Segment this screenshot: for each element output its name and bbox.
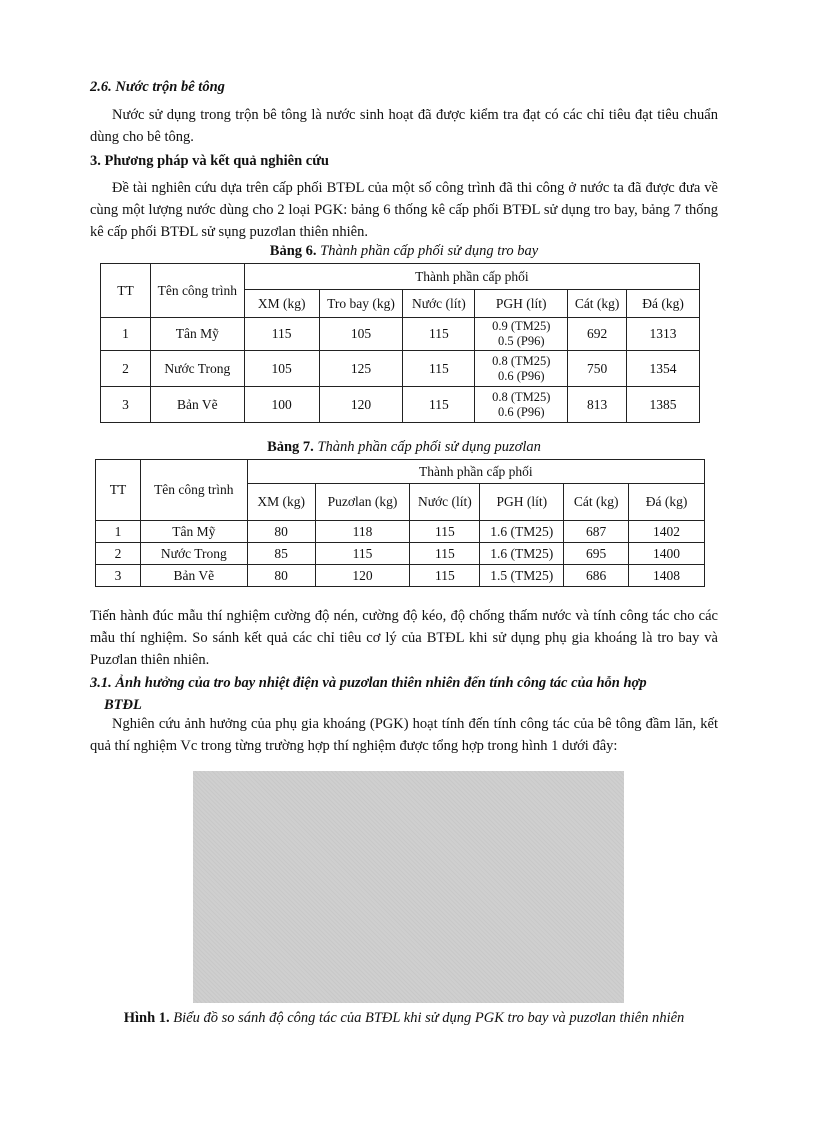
cell-additive: 118 bbox=[315, 521, 410, 543]
table-7-caption bbox=[90, 439, 718, 456]
table-7 bbox=[95, 459, 705, 587]
cell-additive: 120 bbox=[319, 387, 403, 423]
table-6-caption-text: Thành phần cấp phối sử dụng tro bay bbox=[320, 243, 539, 259]
cell-water: 115 bbox=[410, 543, 480, 565]
cell-xm: 80 bbox=[247, 521, 315, 543]
cell-name: Tân Mỹ bbox=[140, 521, 247, 543]
cell-water: 115 bbox=[403, 318, 475, 351]
table-7-header-group: Thành phần cấp phối bbox=[247, 460, 704, 484]
section-2-6-heading: 2.6. Nước trộn bê tông bbox=[90, 79, 225, 95]
section-3-1-heading-line1: 3.1. Ảnh hưởng của tro bay nhiệt điện và puzơlan thiên nhiên đến tính công tác của hỗn hợp bbox=[90, 675, 647, 691]
cell-pgh-line: 0.9 (TM25) bbox=[492, 319, 551, 333]
cell-pgh-line: 0.8 (TM25) bbox=[492, 389, 551, 404]
table-7-col-header: PGH (lít) bbox=[480, 484, 564, 521]
cell-sand: 813 bbox=[568, 387, 627, 423]
cell-additive: 120 bbox=[315, 565, 410, 587]
cell-name: Nước Trong bbox=[140, 543, 247, 565]
cell-pgh-line: 0.6 (P96) bbox=[497, 404, 545, 419]
table-6-header-row-1 bbox=[101, 264, 700, 290]
figure-1-caption-label: Hình 1. bbox=[123, 1010, 170, 1026]
section-3-1-paragraph: Nghiên cứu ảnh hưởng của phụ gia khoáng (PGK) hoạt tính đến tính công tác của bê tông đầm lăn, kết quả thí nghiệm Vc trong từng trường hợp thí nghiệm được tổng hợp trong hình 1 dưới đây: bbox=[90, 716, 718, 754]
table-6-col-header: Cát (kg) bbox=[568, 290, 627, 318]
cell-pgh-line: 0.5 (P96) bbox=[497, 334, 545, 348]
table-row bbox=[101, 351, 700, 387]
table-6-col-header: XM (kg) bbox=[244, 290, 319, 318]
cell-pgh-line: 0.6 (P96) bbox=[497, 368, 545, 383]
cell-xm: 105 bbox=[244, 351, 319, 387]
figure-1-caption bbox=[70, 1010, 738, 1027]
cell-pgh: 1.6 (TM25) bbox=[480, 543, 564, 565]
cell-xm: 100 bbox=[244, 387, 319, 423]
cell-pgh-line: 0.8 (TM25) bbox=[492, 353, 551, 368]
table-7-col-header: Cát (kg) bbox=[564, 484, 629, 521]
table-7-col-header: Nước (lít) bbox=[410, 484, 480, 521]
section-3-1-heading bbox=[90, 672, 718, 716]
table-7-col-header: Đá (kg) bbox=[629, 484, 705, 521]
cell-pgh bbox=[475, 351, 568, 387]
cell-stone: 1354 bbox=[627, 351, 700, 387]
table-7-header-name: Tên công trình bbox=[140, 460, 247, 521]
cell-water: 115 bbox=[410, 521, 480, 543]
table-6-col-header: PGH (lít) bbox=[475, 290, 568, 318]
table-7-caption-label: Bảng 7. bbox=[267, 439, 314, 455]
cell-stone: 1400 bbox=[629, 543, 705, 565]
table-6-caption-label: Bảng 6. bbox=[269, 243, 317, 259]
cell-sand: 695 bbox=[564, 543, 629, 565]
cell-additive: 125 bbox=[319, 351, 403, 387]
cell-water: 115 bbox=[410, 565, 480, 587]
table-6-col-header: Tro bay (kg) bbox=[319, 290, 403, 318]
table-6-header-name: Tên công trình bbox=[150, 264, 244, 318]
cell-sand: 687 bbox=[564, 521, 629, 543]
cell-sand: 686 bbox=[564, 565, 629, 587]
cell-name: Nước Trong bbox=[150, 351, 244, 387]
cell-pgh: 1.6 (TM25) bbox=[480, 521, 564, 543]
table-6-header-tt: TT bbox=[101, 264, 151, 318]
table-6-header-group: Thành phần cấp phối bbox=[244, 264, 699, 290]
cell-stone: 1385 bbox=[627, 387, 700, 423]
cell-tt: 1 bbox=[96, 521, 141, 543]
cell-tt: 1 bbox=[101, 318, 151, 351]
table-row bbox=[101, 318, 700, 351]
after-tables-paragraph: Tiến hành đúc mẫu thí nghiệm cường độ nén, cường độ kéo, độ chống thấm nước và tính công tác cho các mẫu thí nghiệm. So sánh kết quả các chỉ tiêu cơ lý của BTĐL khi sử dụng phụ gia khoáng là tro bay và Puzơlan thiên nhiên. bbox=[90, 608, 718, 668]
figure-1-caption-text: Biểu đồ so sánh độ công tác của BTĐL khi sử dụng PGK tro bay và puzơlan thiên nhiên bbox=[173, 1010, 685, 1026]
cell-xm: 85 bbox=[247, 543, 315, 565]
cell-tt: 3 bbox=[96, 565, 141, 587]
section-2-6-paragraph: Nước sử dụng trong trộn bê tông là nước sinh hoạt đã được kiểm tra đạt có các chỉ tiêu đạt tiêu chuẩn dùng cho bê tông. bbox=[90, 107, 718, 145]
cell-name: Tân Mỹ bbox=[150, 318, 244, 351]
cell-sand: 692 bbox=[568, 318, 627, 351]
cell-pgh bbox=[475, 387, 568, 423]
cell-tt: 2 bbox=[96, 543, 141, 565]
section-3-1-heading-line2: BTĐL bbox=[104, 697, 142, 713]
table-7-col-header: Puzơlan (kg) bbox=[315, 484, 410, 521]
section-3-paragraph: Đề tài nghiên cứu dựa trên cấp phối BTĐL của một số công trình đã thi công ở nước ta đã được đưa về cùng một lượng nước dùng cho 2 loại PGK: bảng 6 thống kê cấp phối BTĐL sử dụng tro bay, bảng 7 thống kê cấp phối BTĐL sử sụng puzơlan thiên nhiên. bbox=[90, 180, 718, 240]
cell-tt: 2 bbox=[101, 351, 151, 387]
table-7-header-tt: TT bbox=[96, 460, 141, 521]
cell-tt: 3 bbox=[101, 387, 151, 423]
cell-pgh: 1.5 (TM25) bbox=[480, 565, 564, 587]
table-6-col-header: Nước (lít) bbox=[403, 290, 475, 318]
cell-water: 115 bbox=[403, 351, 475, 387]
cell-additive: 105 bbox=[319, 318, 403, 351]
table-7-col-header: XM (kg) bbox=[247, 484, 315, 521]
cell-pgh bbox=[475, 318, 568, 351]
section-3-heading: 3. Phương pháp và kết quả nghiên cứu bbox=[90, 153, 329, 169]
cell-stone: 1408 bbox=[629, 565, 705, 587]
cell-xm: 115 bbox=[244, 318, 319, 351]
cell-name: Bản Vẽ bbox=[140, 565, 247, 587]
table-7-caption-text: Thành phần cấp phối sử dụng puzơlan bbox=[317, 439, 541, 455]
cell-xm: 80 bbox=[247, 565, 315, 587]
table-row bbox=[96, 521, 705, 543]
figure-1-image-placeholder bbox=[193, 771, 624, 1003]
table-row bbox=[101, 387, 700, 423]
table-row bbox=[96, 565, 705, 587]
table-6 bbox=[100, 263, 700, 423]
cell-additive: 115 bbox=[315, 543, 410, 565]
cell-stone: 1402 bbox=[629, 521, 705, 543]
cell-name: Bản Vẽ bbox=[150, 387, 244, 423]
cell-sand: 750 bbox=[568, 351, 627, 387]
table-6-caption bbox=[90, 243, 718, 260]
table-6-col-header: Đá (kg) bbox=[627, 290, 700, 318]
cell-stone: 1313 bbox=[627, 318, 700, 351]
table-7-header-row-1 bbox=[96, 460, 705, 484]
cell-water: 115 bbox=[403, 387, 475, 423]
table-row bbox=[96, 543, 705, 565]
